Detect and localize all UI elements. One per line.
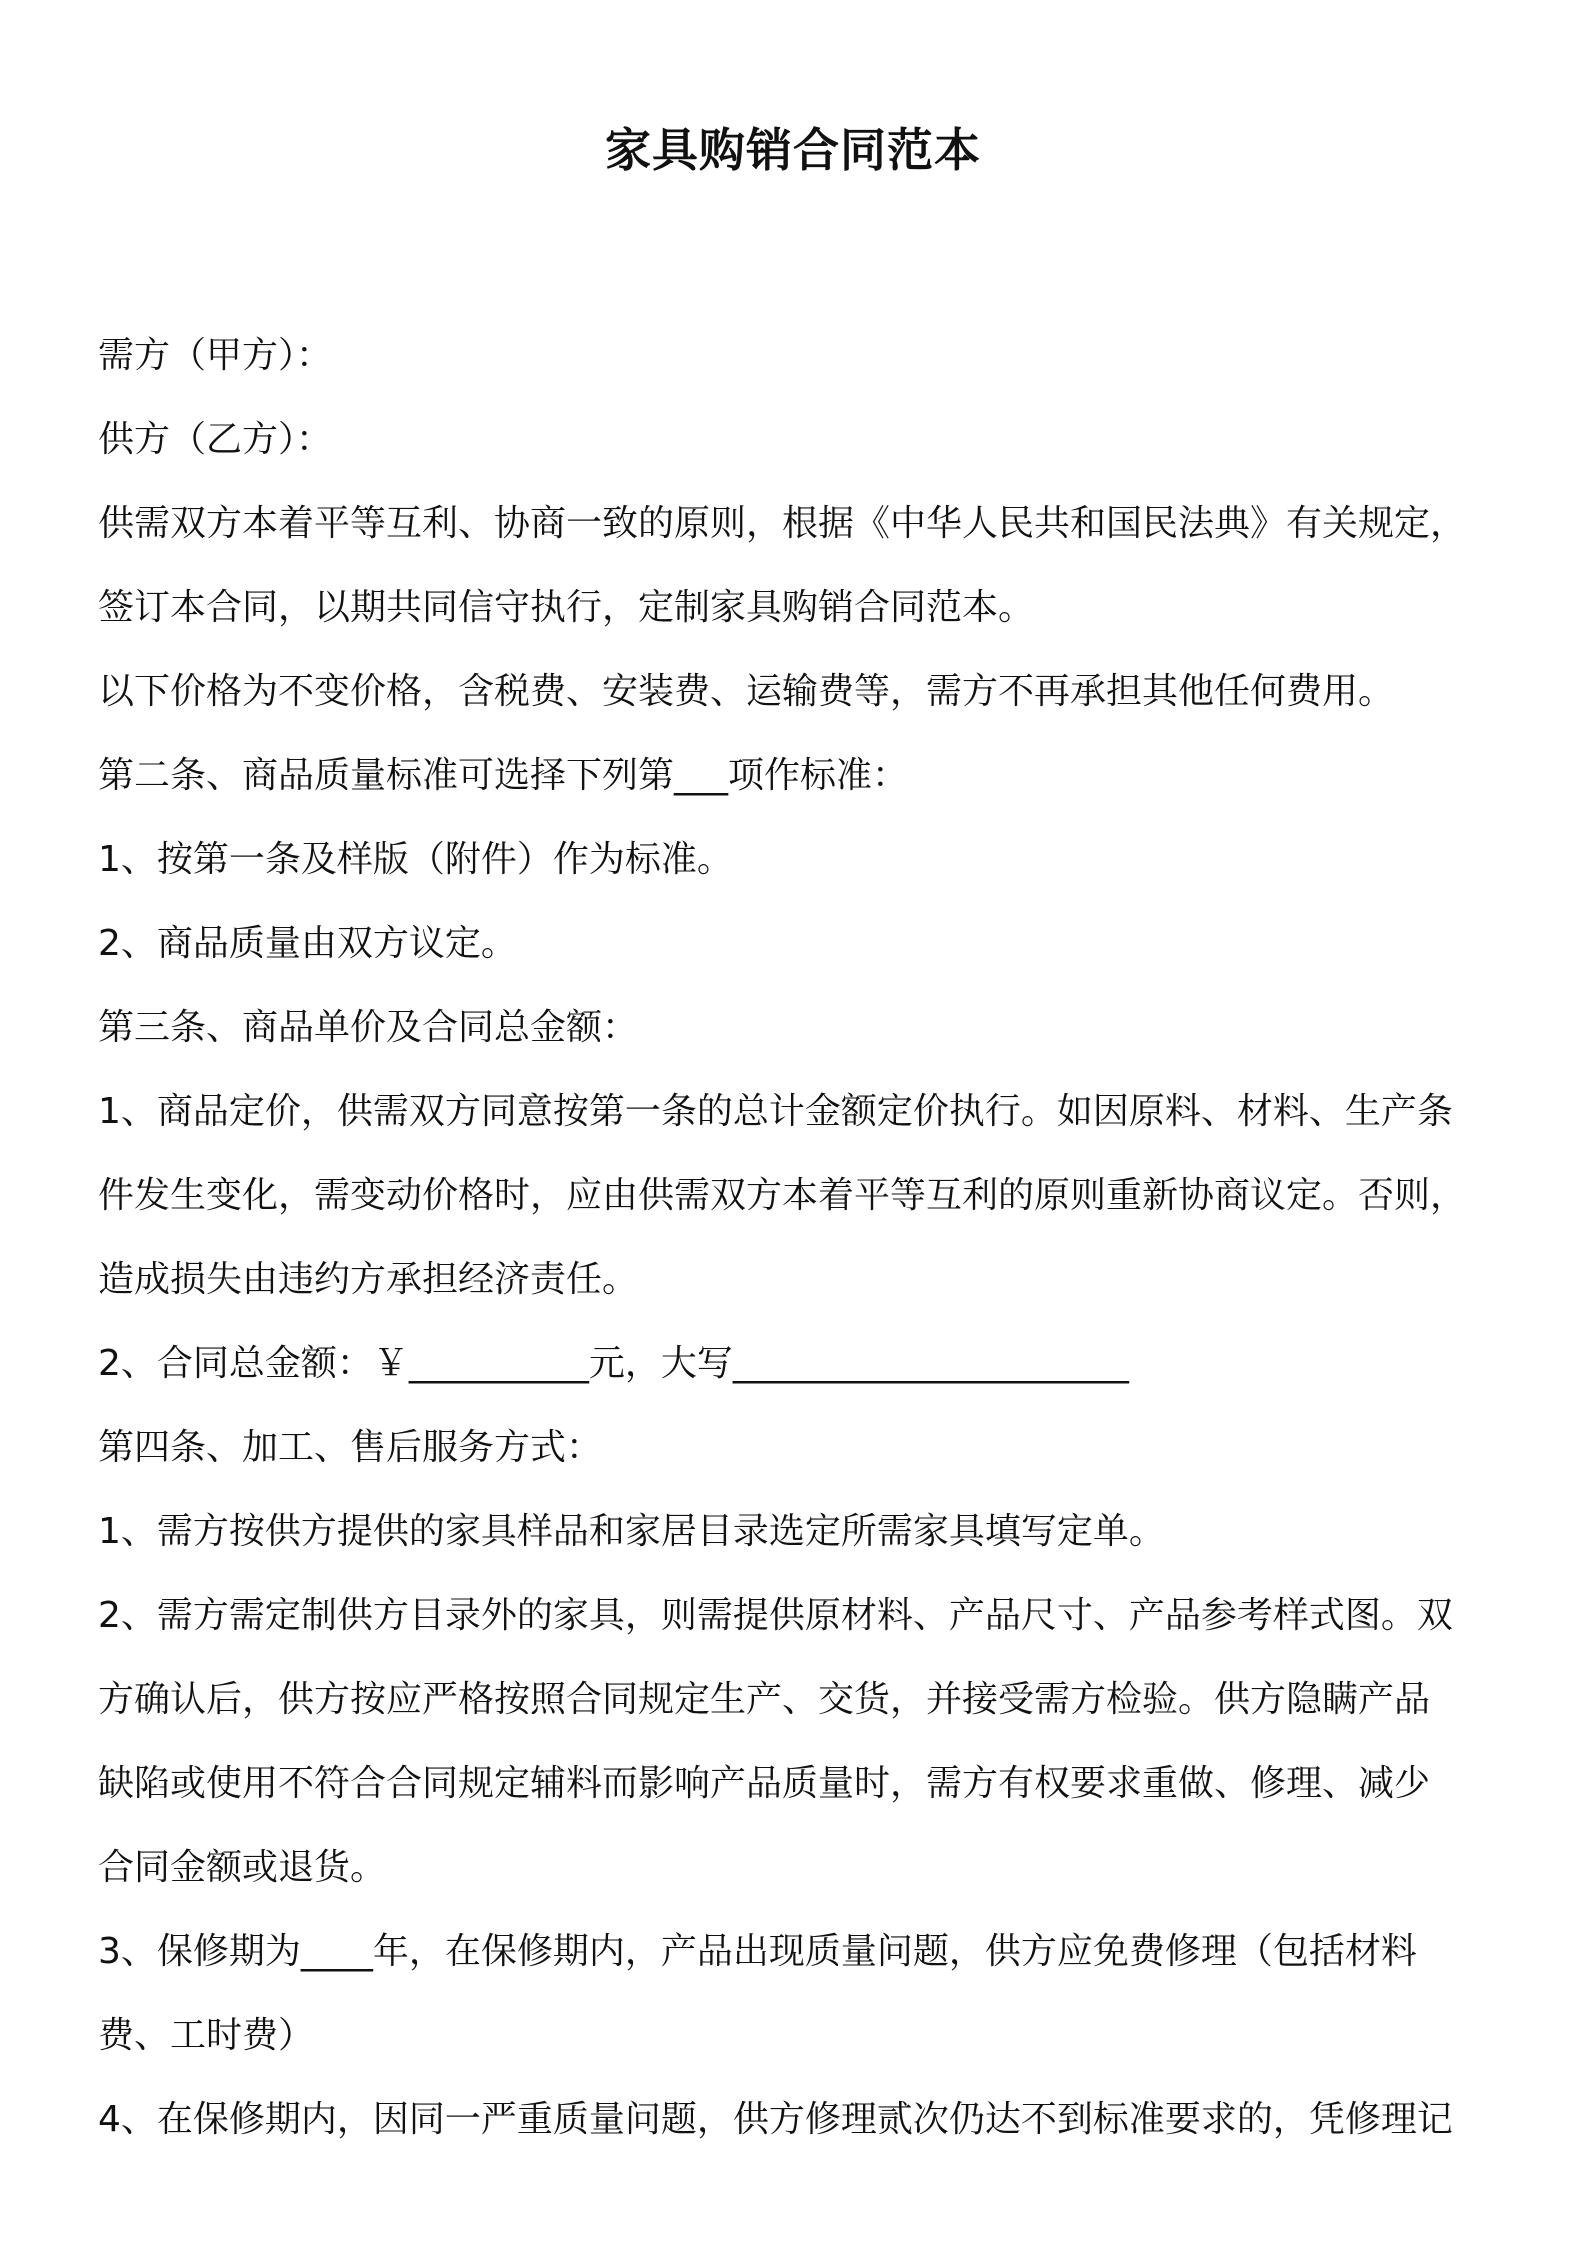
- article-2-item-1: 1、按第一条及样版（附件）作为标准。: [98, 839, 733, 880]
- preamble-line-2: 签订本合同，以期共同信守执行，定制家具购销合同范本。: [98, 587, 1035, 628]
- article-3-item-2: 2、合同总金额：￥__________元，大写______________________: [98, 1343, 1129, 1384]
- preamble-line-1: 供需双方本着平等互利、协商一致的原则，根据《中华人民共和国民法典》有关规定，: [98, 503, 1467, 544]
- buyer-party-line: 需方（甲方）：: [98, 335, 333, 376]
- article-4-item-2-line-4: 合同金额或退货。: [98, 1847, 387, 1888]
- article-3-item-1-line-2: 件发生变化，需变动价格时，应由供需双方本着平等互利的原则重新协商议定。否则，: [98, 1175, 1467, 1216]
- article-3-item-1-line-3: 造成损失由违约方承担经济责任。: [98, 1259, 639, 1300]
- price-terms-line: 以下价格为不变价格，含税费、安装费、运输费等，需方不再承担其他任何费用。: [98, 671, 1395, 712]
- article-4-item-2-line-3: 缺陷或使用不符合合同规定辅料而影响产品质量时，需方有权要求重做、修理、减少: [98, 1763, 1431, 1804]
- article-2-heading: 第二条、商品质量标准可选择下列第___项作标准：: [98, 755, 909, 796]
- article-4-item-4-line-1: 4、在保修期内，因同一严重质量问题，供方修理贰次仍达不到标准要求的，凭修理记: [98, 2099, 1453, 2140]
- article-4-item-1: 1、需方按供方提供的家具样品和家居目录选定所需家具填写定单。: [98, 1511, 1165, 1552]
- article-4-item-2-line-1: 2、需方需定制供方目录外的家具，则需提供原材料、产品尺寸、产品参考样式图。双: [98, 1595, 1453, 1636]
- article-4-item-2-line-2: 方确认后，供方按应严格按照合同规定生产、交货，并接受需方检验。供方隐瞒产品: [98, 1679, 1431, 1720]
- document-body: [98, 314, 1518, 2162]
- article-4-item-3-line-1: 3、保修期为____年，在保修期内，产品出现质量问题，供方应免费修理（包括材料: [98, 1931, 1417, 1972]
- document-title: 家具购销合同范本: [605, 123, 981, 177]
- seller-party-line: 供方（乙方）：: [98, 419, 333, 460]
- article-4-item-3-line-2: 费、工时费）: [98, 2015, 315, 2056]
- article-2-item-2: 2、商品质量由双方议定。: [98, 923, 517, 964]
- article-3-heading: 第三条、商品单价及合同总金额：: [98, 1007, 639, 1048]
- article-3-item-1-line-1: 1、商品定价，供需双方同意按第一条的总计金额定价执行。如因原料、材料、生产条: [98, 1091, 1453, 1132]
- article-4-heading: 第四条、加工、售后服务方式：: [98, 1427, 603, 1468]
